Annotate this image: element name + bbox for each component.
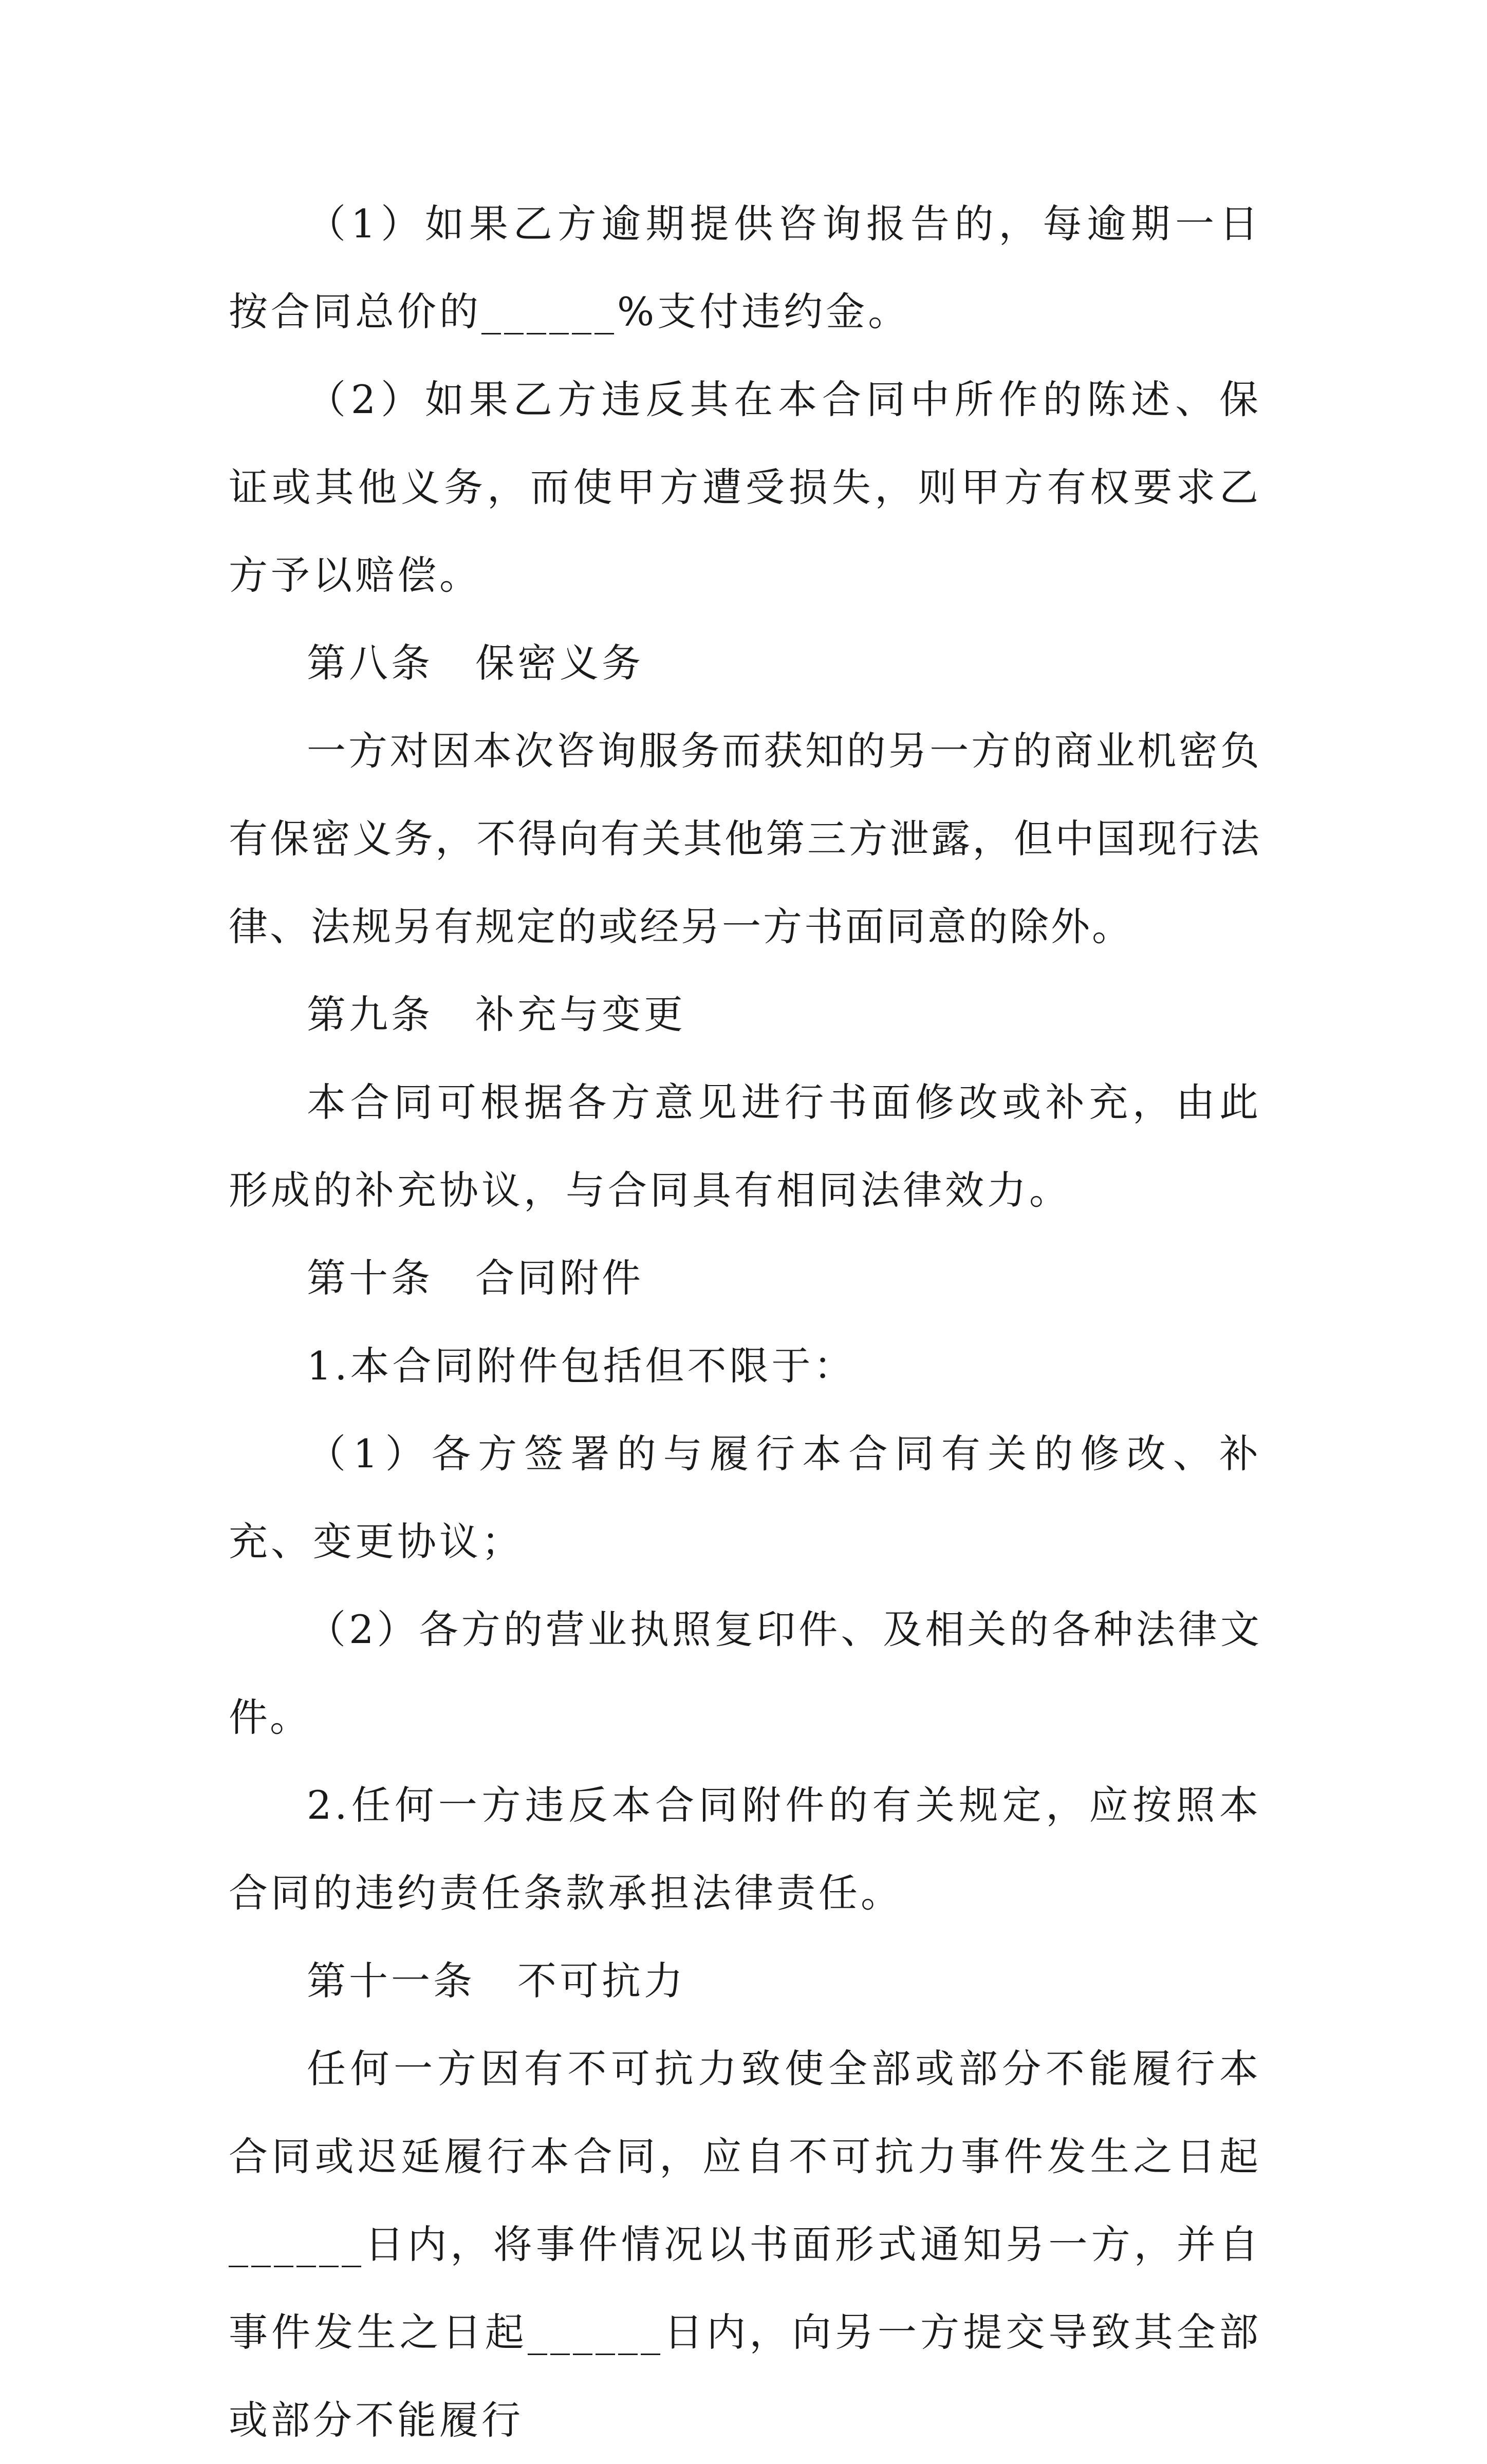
- article-11-heading: 第十一条 不可抗力: [307, 1958, 686, 2004]
- contract-text: [229, 180, 1261, 2464]
- article-10-clause-1: 1.本合同附件包括但不限于：: [307, 1343, 856, 1389]
- article-8-body: 一方对因本次咨询服务而获知的另一方的商业机密负有保密义务，不得向有关其他第三方泄露，但中国现行法律、法规另有规定的或经另一方书面同意的除外。: [229, 728, 1261, 949]
- breach-item-1: （1）如果乙方逾期提供咨询报告的，每逾期一日按合同总价的______%支付违约金。: [229, 201, 1261, 334]
- article-10-heading: 第十条 合同附件: [307, 1255, 644, 1301]
- article-10-item-1: （1）各方签署的与履行本合同有关的修改、补充、变更协议；: [229, 1431, 1261, 1564]
- breach-item-2: （2）如果乙方违反其在本合同中所作的陈述、保证或其他义务，而使甲方遭受损失，则甲方有权要求乙方予以赔偿。: [229, 377, 1261, 598]
- article-11-body: 任何一方因有不可抗力致使全部或部分不能履行本合同或迟延履行本合同，应自不可抗力事件发生之日起______日内，将事件情况以书面形式通知另一方，并自事件发生之日起______日内，向另一方提交导致其全部或部分不能履行: [229, 2046, 1261, 2443]
- article-10-clause-2: 2.任何一方违反本合同附件的有关规定，应按照本合同的违约责任条款承担法律责任。: [229, 1782, 1261, 1916]
- article-9-heading: 第九条 补充与变更: [307, 992, 686, 1037]
- article-9-body: 本合同可根据各方意见进行书面修改或补充，由此形成的补充协议，与合同具有相同法律效力。: [229, 1079, 1261, 1213]
- article-10-item-2: （2）各方的营业执照复印件、及相关的各种法律文件。: [229, 1607, 1261, 1740]
- article-8-heading: 第八条 保密义务: [307, 640, 644, 686]
